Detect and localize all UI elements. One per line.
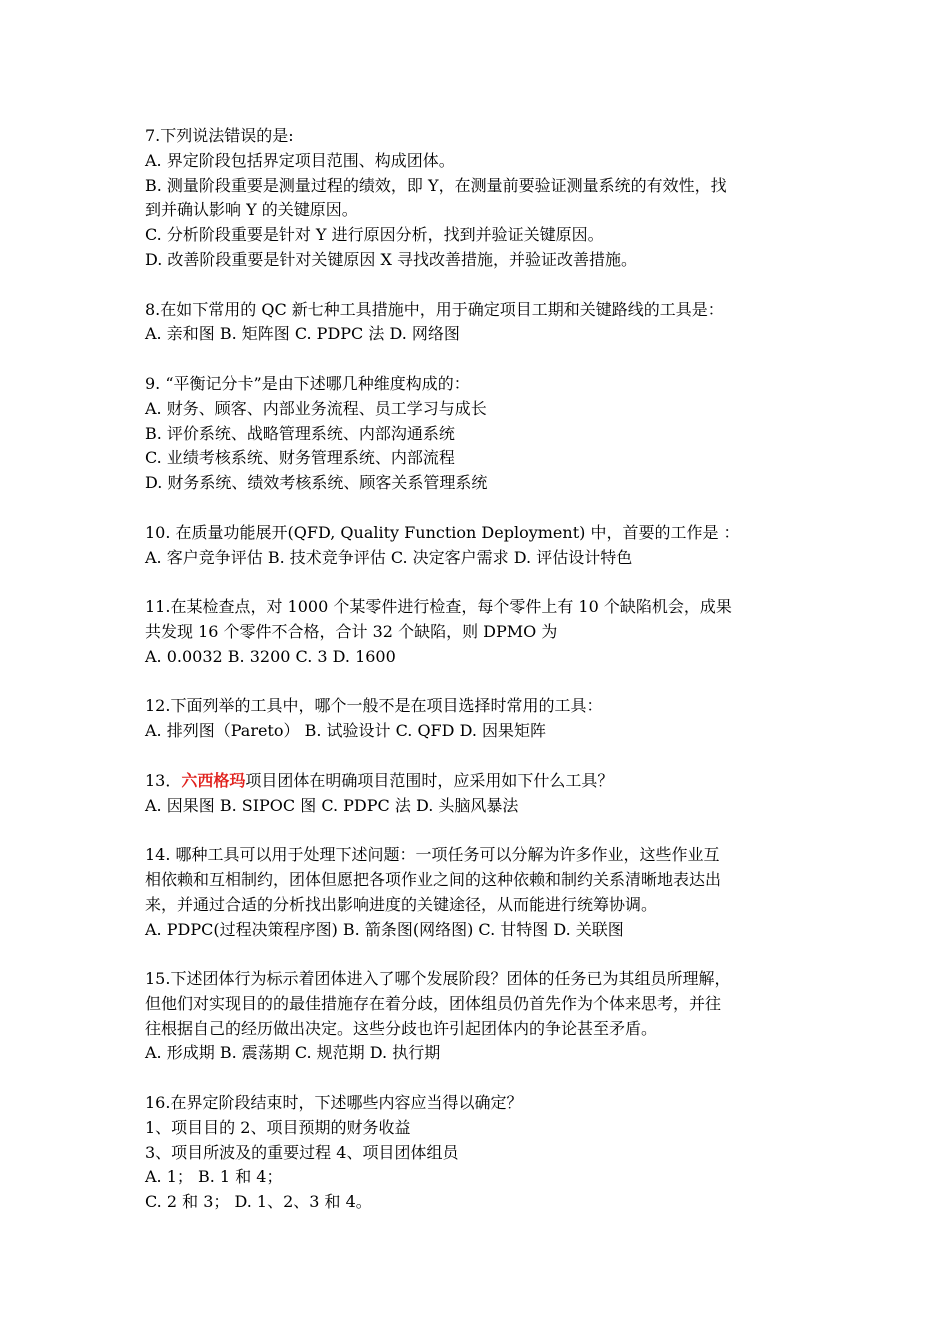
option-d: D. 改善阶段重要是针对关键原因 X 寻找改善措施，并验证改善措施。 [145,249,637,269]
question-stem-continued: 共发现 16 个零件不合格，合计 32 个缺陷，则 DPMO 为 [145,621,558,641]
options-line: A. 排列图（Pareto） B. 试验设计 C. QFD D. 因果矩阵 [145,721,547,741]
option-d: D. 财务系统、绩效考核系统、顾客关系管理系统 [145,473,488,493]
question-15 [145,967,815,1066]
question-stem: 16.在界定阶段结束时，下述哪些内容应当得以确定？ [145,1093,523,1113]
spacer [145,942,815,967]
spacer [145,347,815,372]
question-stem-continued: 但他们对实现目的的最佳措施存在着分歧，团体组员仍首先作为个体来思考，并往 [145,993,722,1013]
spacer [145,1066,815,1091]
spacer [145,744,815,769]
options-line: A. 形成期 B. 震荡期 C. 规范期 D. 执行期 [145,1043,441,1063]
question-7 [145,124,815,273]
option-b: B. 测量阶段重要是测量过程的绩效，即 Y，在测量前要验证测量系统的有效性，找 [145,175,727,195]
question-16 [145,1091,815,1215]
question-stem: 11.在某检查点，对 1000 个某零件进行检查，每个零件上有 10 个缺陷机会，成果 [145,597,732,617]
question-8 [145,298,815,348]
question-stem: 7.下列说法错误的是: [145,126,294,145]
stem-prefix: 13． [145,770,182,790]
spacer [145,818,815,843]
highlighted-term: 六西格玛 [181,770,246,790]
options-line: A. 因果图 B. SIPOC 图 C. PDPC 法 D. 头脑风暴法 [145,795,519,815]
question-stem [145,769,815,794]
question-stem-continued: 来，并通过合适的分析找出影响进度的关键途径，从而能进行统筹协调。 [145,894,658,914]
stem-suffix: 项目团体在明确项目范围时，应采用如下什么工具？ [245,770,614,790]
question-stem: 10. 在质量功能展开(QFD, Quality Function Deployment) 中，首要的工作是 ： [145,522,740,542]
option-b-continued: 到并确认影响 Y 的关键原因。 [145,200,358,220]
question-stem-continued: 往根据自己的经历做出决定。这些分歧也许引起团体内的争论甚至矛盾。 [145,1018,658,1038]
item-list-line: 1、项目目的 2、项目预期的财务收益 [145,1117,411,1137]
question-9 [145,372,815,496]
question-14 [145,843,815,942]
options-line: A. 0.0032 B. 3200 C. 3 D. 1600 [145,646,396,666]
question-10 [145,521,815,571]
document-page [145,124,815,1215]
options-line: A. 亲和图 B. 矩阵图 C. PDPC 法 D. 网络图 [145,324,460,344]
option-a: A. 财务、顾客、内部业务流程、员工学习与成长 [145,398,487,418]
question-12 [145,694,815,744]
question-13 [145,769,815,819]
spacer [145,570,815,595]
spacer [145,496,815,521]
options-line: A. 1； B. 1 和 4； [145,1167,283,1187]
item-list-line: 3、项目所波及的重要过程 4、项目团体组员 [145,1142,459,1162]
option-c: C. 分析阶段重要是针对 Y 进行原因分析，找到并验证关键原因。 [145,225,604,245]
spacer [145,670,815,695]
option-b: B. 评价系统、战略管理系统、内部沟通系统 [145,423,455,443]
option-a: A. 界定阶段包括界定项目范围、构成团体。 [145,150,455,170]
options-line: A. 客户竞争评估 B. 技术竞争评估 C. 决定客户需求 D. 评估设计特色 [145,547,633,567]
question-stem: 12.下面列举的工具中，哪个一般不是在项目选择时常用的工具： [145,696,603,716]
spacer [145,273,815,298]
question-11 [145,595,815,669]
option-c: C. 业绩考核系统、财务管理系统、内部流程 [145,448,455,468]
question-stem: 14. 哪种工具可以用于处理下述问题：一项任务可以分解为许多作业，这些作业互 [145,845,720,865]
options-line: A. PDPC(过程决策程序图) B. 箭条图(网络图) C. 甘特图 D. 关联图 [145,919,624,939]
question-stem: 15.下述团体行为标示着团体进入了哪个发展阶段？团体的任务已为其组员所理解， [145,969,731,989]
question-stem: 9. “平衡记分卡”是由下述哪几种维度构成的： [145,373,470,393]
options-line: C. 2 和 3； D. 1、2、3 和 4。 [145,1192,372,1212]
question-stem: 8.在如下常用的 QC 新七种工具措施中，用于确定项目工期和关键路线的工具是： [145,299,724,319]
question-stem-continued: 相依赖和互相制约，团体但愿把各项作业之间的这种依赖和制约关系清晰地表达出 [145,869,722,889]
